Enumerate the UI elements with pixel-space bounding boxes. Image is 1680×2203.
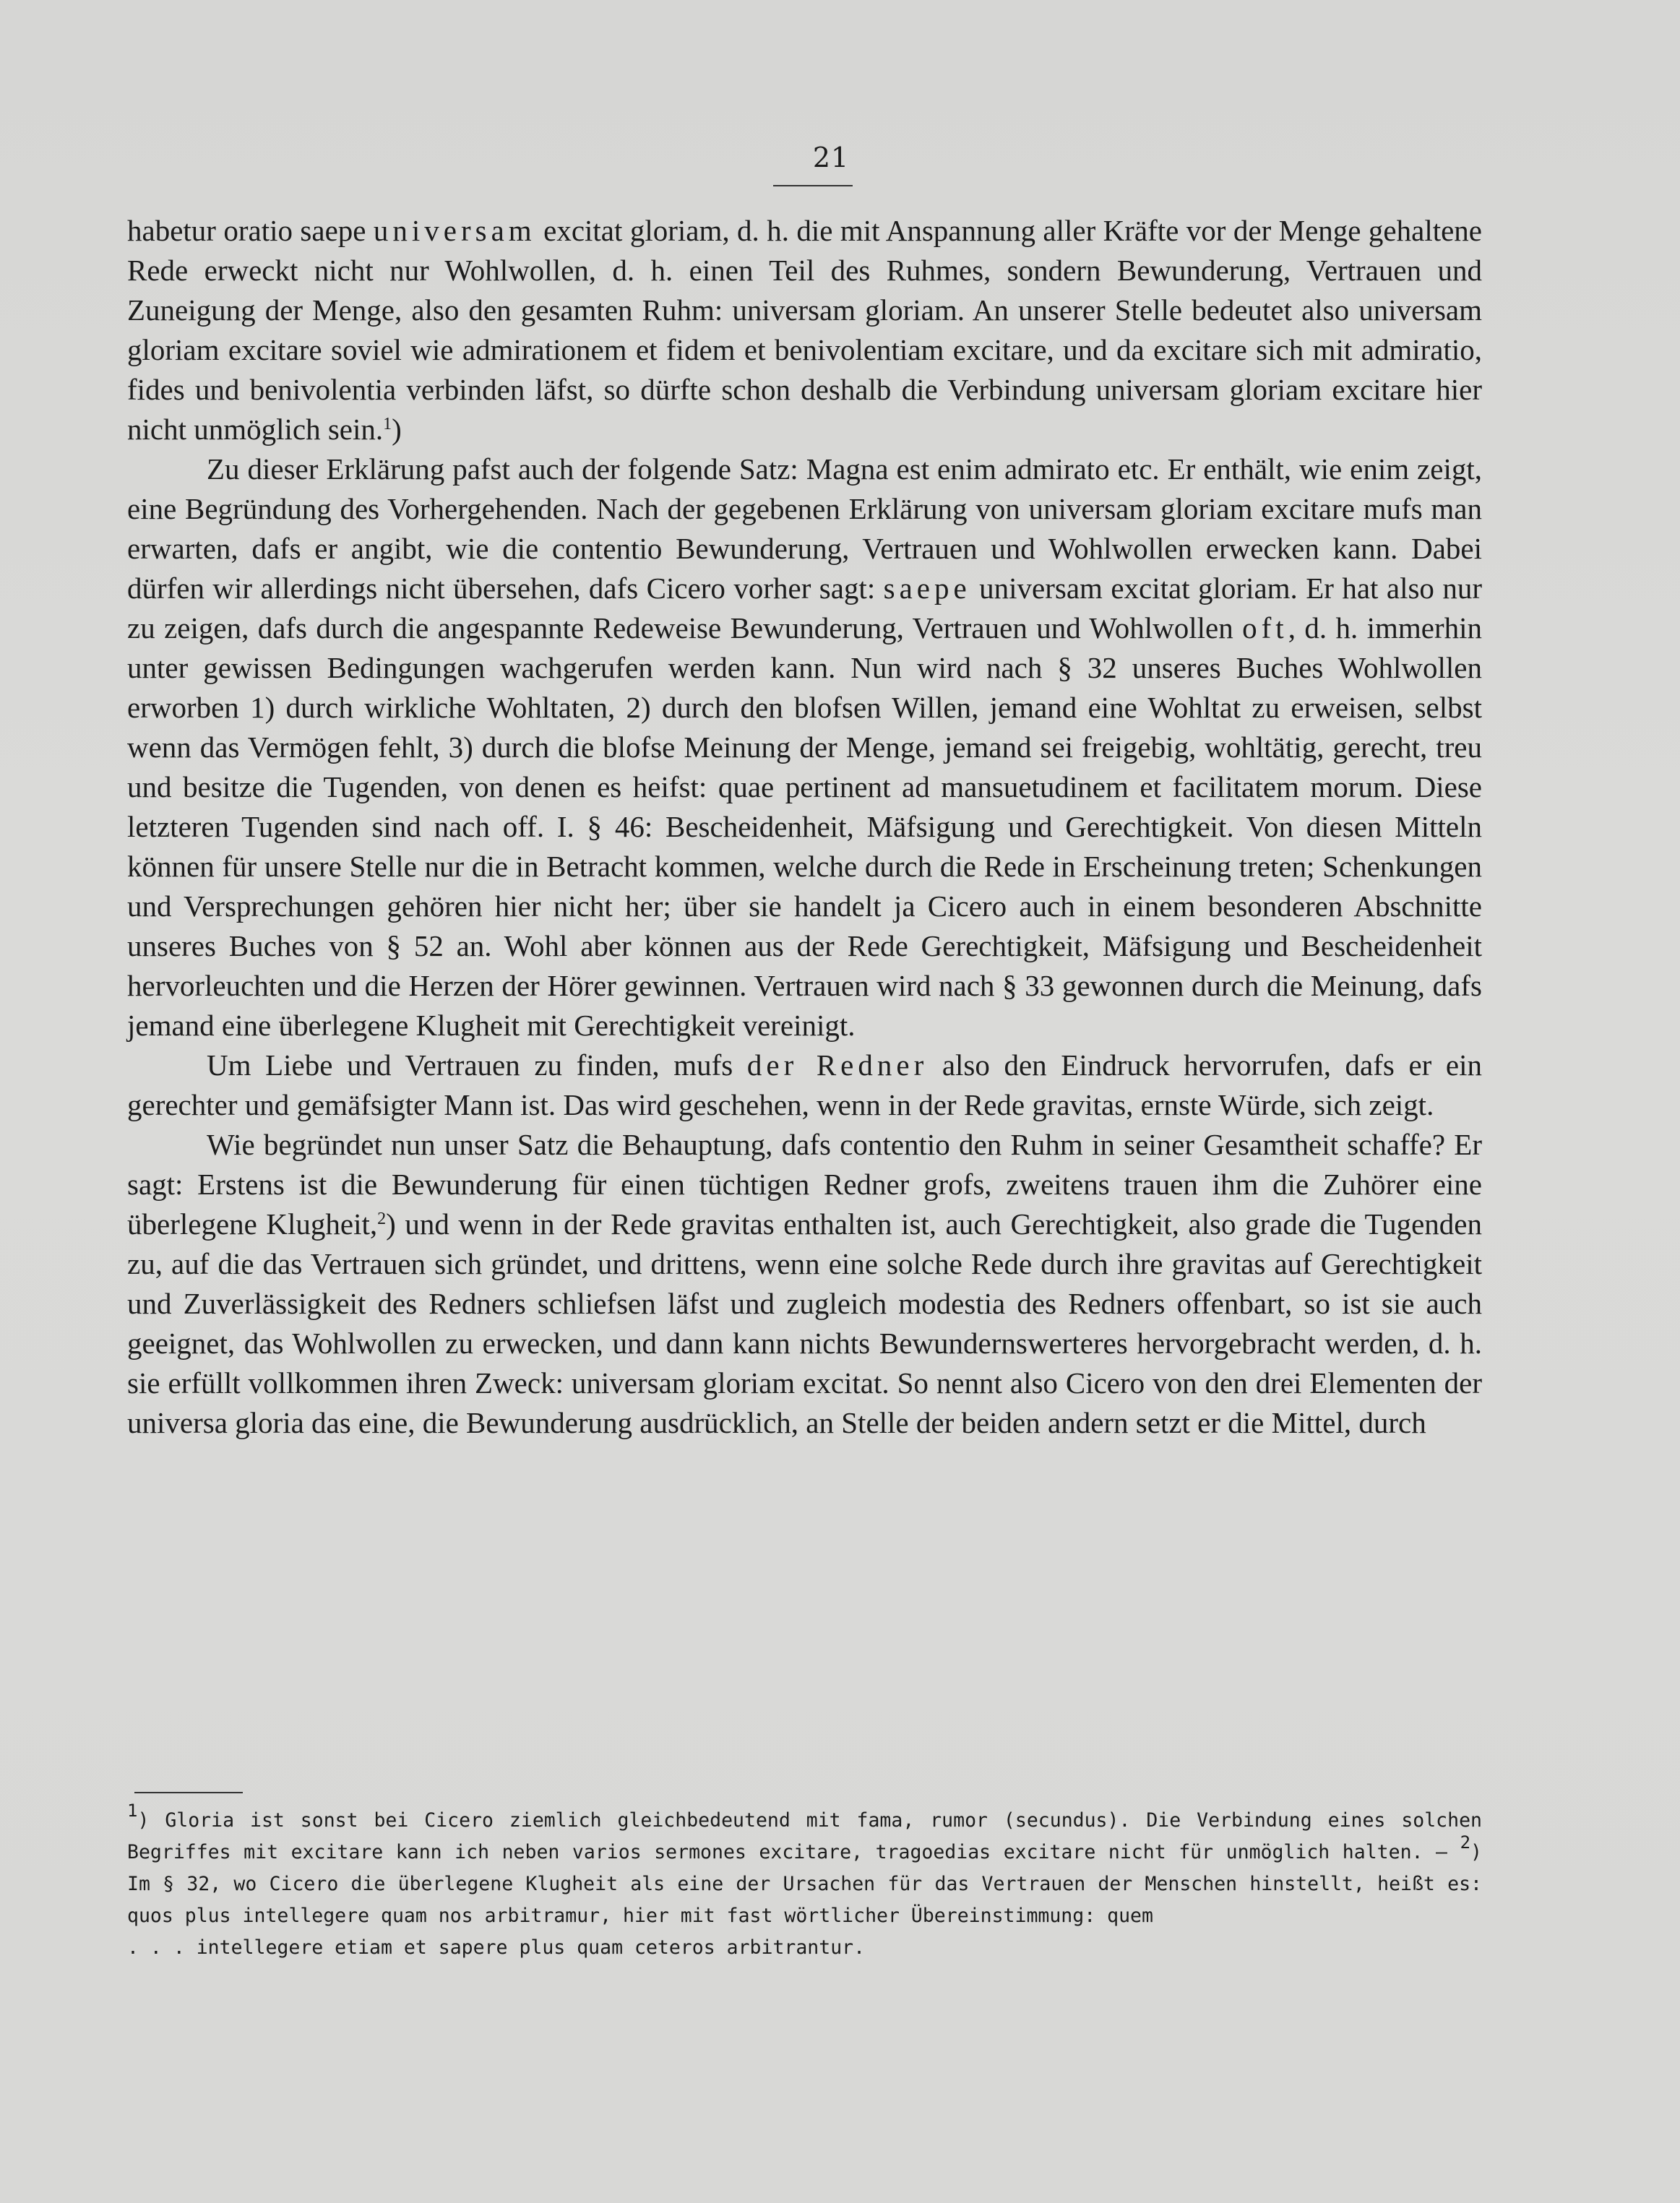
footnote-block bbox=[127, 1801, 1482, 1932]
p2-spaced-saepe: saepe bbox=[883, 572, 971, 605]
page-number: 21 bbox=[812, 142, 850, 173]
footnote-2-marker: 2 bbox=[1460, 1832, 1471, 1853]
p3-text-b: also den Eindruck hervorrufen, dafs er ein gerechter und gemäfsigter Mann ist. Das wird geschehen, wenn in der Rede gravitas, ernste Würde, sich zeigt. bbox=[127, 1048, 1482, 1121]
footnote-rule bbox=[134, 1792, 243, 1793]
p3-text-a: Um Liebe und Vertrauen zu finden, mufs bbox=[207, 1048, 747, 1082]
paragraph-4 bbox=[127, 1125, 1482, 1443]
p4-text-b: ) und wenn in der Rede gravitas enthalten ist, auch Gerechtigkeit, also grade die Tugenden zu, auf die das Vertrauen sich gründet, und drittens, wenn eine solche Rede durch ihre gravitas auf Gerechtigkeit und Zuverlässigkeit des Redners schliefsen läfst und zugleich modestia des Redners offenbart, so ist sie auch geeignet, das Wohlwollen zu erwecken, und dann kann nichts Bewundernswerteres hervorgebracht werden, d. h. sie erfüllt vollkommen ihren Zweck: universam gloriam excitat. So nennt also Cicero von den drei Elementen der universa gloria das eine, die Bewunderung ausdrücklich, an Stelle der beiden andern setzt er die Mittel, durch bbox=[127, 1207, 1482, 1439]
footnote-ref-1: 1 bbox=[383, 415, 392, 434]
p3-spaced-der-redner: der Redner bbox=[746, 1048, 929, 1082]
p1-text-b: excitat gloriam, d. h. die mit Anspannung aller Kräfte vor der Menge gehaltene Rede erweckt nicht nur Wohlwollen, d. h. einen Teil des Ruhmes, sondern Bewunderung, Vertrauen und Zuneigung der Menge, also den gesamten Ruhm: universam gloriam. An unserer Stelle bedeutet also universam gloriam excitare soviel wie admirationem et fidem et benivolentiam excitare, und da excitare sich mit admiratio, fides und benivolentia verbinden läfst, so dürfte schon deshalb die Verbindung universam gloriam excitare hier nicht unmöglich sein. bbox=[127, 214, 1483, 446]
footnote-2-continuation: . . . intellegere etiam et sapere plus quam ceteros arbitrantur. bbox=[127, 1936, 866, 1959]
footnote-1-marker: 1 bbox=[127, 1801, 138, 1821]
p2-text-a: Zu dieser Erklärung pafst auch der folgende Satz: Magna est enim admirato etc. Er enthält, wie enim zeigt, eine Begründung des Vorhergehenden. Nach der gegebenen Erklärung von universam gloriam excitare mufs man erwarten, dafs er angibt, wie die contentio Bewunderung, Vertrauen und Wohlwollen erwecken kann. Dabei dürfen wir allerdings nicht übersehen, dafs Cicero vorher sagt: bbox=[127, 452, 1482, 605]
footnote-1-text: ) Gloria ist sonst bei Cicero ziemlich gleichbedeutend mit fama, rumor (secundus). Die Verbindung eines solchen Begriffes mit excitare kann ich neben varios sermones excitare, tragoedias excitare nicht für unmöglich halten. — bbox=[127, 1809, 1482, 1863]
footnote-2-text: ) Im § 32, wo Cicero die überlegene Klugheit als eine der Ursachen für das Vertrauen der Menschen hinstellt, heißt es: quos plus intellegere quam nos arbitramur, hier mit fast wörtlicher Übereinstimmung: quem bbox=[127, 1841, 1482, 1927]
p2-text-c: , d. h. immerhin unter gewissen Bedingungen wachgerufen werden kann. Nun wird nach § 32 unseres Buches Wohlwollen erworben 1) durch wirkliche Wohltaten, 2) durch den blofsen Willen, jemand eine Wohltat zu erweisen, selbst wenn das Vermögen fehlt, 3) durch die blofse Meinung der Menge, jemand sei freigebig, wohltätig, gerecht, treu und besitze die Tugenden, von denen es heifst: quae pertinent ad mansuetudinem et facilitatem morum. Diese letzteren Tugenden sind nach off. I. § 46: Bescheidenheit, Mäfsigung und Gerechtigkeit. Von diesen Mitteln können für unsere Stelle nur die in Betracht kommen, welche durch die Rede in Erscheinung treten; Schenkungen und Versprechungen gehören hier nicht her; über sie handelt ja Cicero auch in einem besonderen Abschnitte unseres Buches von § 52 an. Wohl aber können aus der Rede Gerechtigkeit, Mäfsigung und Bescheidenheit hervorleuchten und die Herzen der Hörer gewinnen. Vertrauen wird nach § 33 gewonnen durch die Meinung, dafs jemand eine überlegene Klugheit mit Gerechtigkeit vereinigt. bbox=[127, 611, 1482, 1042]
p1-text-c: ) bbox=[392, 413, 402, 446]
p2-text-b: universam excitat gloriam. Er hat also nur zu zeigen, dafs durch die angespannte Redeweise Bewunderung, Vertrauen und Wohlwollen bbox=[127, 572, 1482, 644]
p1-spaced-universam: universam bbox=[373, 214, 536, 247]
footnotes bbox=[127, 1801, 1482, 1964]
paragraph-2 bbox=[127, 449, 1482, 1046]
body-text bbox=[127, 211, 1482, 1443]
p2-spaced-oft: oft bbox=[1242, 611, 1288, 644]
p1-text-a: habetur oratio saepe bbox=[127, 214, 374, 247]
page-number-rule bbox=[773, 185, 853, 186]
paragraph-3 bbox=[127, 1046, 1482, 1125]
paragraph-1 bbox=[127, 211, 1482, 449]
p4-text-a: Wie begründet nun unser Satz die Behauptung, dafs contentio den Ruhm in seiner Gesamtheit schaffe? Er sagt: Erstens ist die Bewunderung für einen tüchtigen Redner grofs, zweitens trauen ihm die Zuhörer eine überlegene Klugheit, bbox=[127, 1128, 1482, 1241]
footnote-ref-2: 2 bbox=[377, 1210, 387, 1228]
